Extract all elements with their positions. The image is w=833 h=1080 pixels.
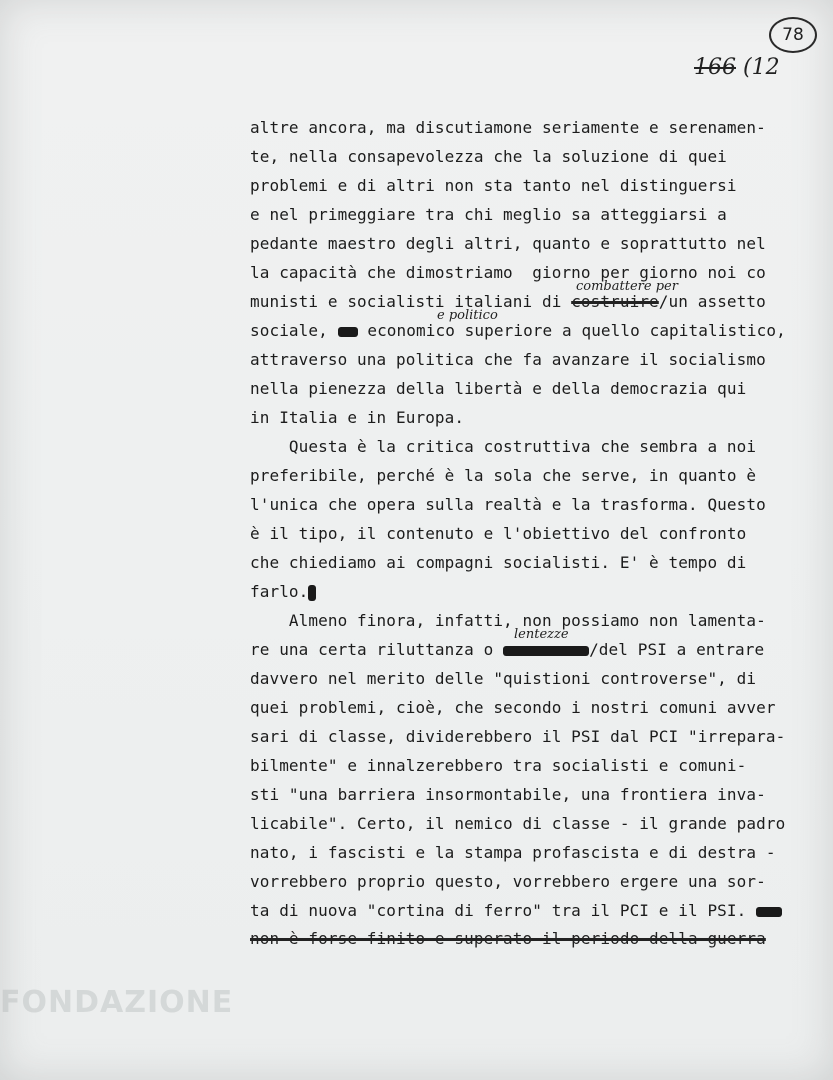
ink-blot (756, 907, 782, 917)
text-line: l'unica che opera sulla realtà e la trasforma. Questo (250, 495, 766, 514)
text-line: pedante maestro degli altri, quanto e soprattutto nel (250, 234, 766, 253)
text-line: licabile". Certo, il nemico di classe - il grande padro (250, 814, 786, 833)
text-line: bilmente" e innalzerebbero tra socialisti e comuni- (250, 756, 747, 775)
page-mark-struck: 166 (694, 55, 736, 80)
text-segment: un assetto (668, 292, 766, 311)
page-mark-current: (12 (743, 55, 780, 80)
struck-text-line: non è forse finito e superato il periodo della guerra (250, 929, 766, 948)
text-line-with-blot (250, 901, 782, 921)
text-line: vorrebbero proprio questo, vorrebbero ergere una sor- (250, 872, 766, 891)
text-line: quei problemi, cioè, che secondo i nostri comuni avver (250, 698, 776, 717)
text-line-with-correction: munisti e socialisti italiani di costruire/un assetto (250, 292, 766, 311)
text-line: nella pienezza della libertà e della democrazia qui (250, 379, 747, 398)
text-line-with-correction (250, 321, 786, 341)
text-line: preferibile, perché è la sola che serve, in quanto è (250, 466, 757, 485)
ink-blot (503, 646, 589, 656)
ink-blot (308, 585, 316, 601)
text-line: che chiediamo ai compagni socialisti. E' è tempo di (250, 553, 747, 572)
text-segment: munisti e socialisti italiani di (250, 292, 572, 311)
text-line: sti "una barriera insormontabile, una frontiera inva- (250, 785, 766, 804)
handwritten-insert: e politico (437, 308, 498, 323)
text-line: nato, i fascisti e la stampa profascista e di destra - (250, 843, 776, 862)
ink-blot (338, 327, 358, 337)
text-line: è il tipo, il contenuto e l'obiettivo del confronto (250, 524, 747, 543)
handwritten-insert: lentezze (514, 627, 569, 642)
text-segment: del PSI a entrare (598, 640, 765, 659)
text-line-with-correction: re una certa riluttanza o /del PSI a entrare (250, 640, 765, 659)
text-segment: sociale, (250, 321, 338, 340)
struck-word: costruire (571, 292, 659, 311)
text-line: problemi e di altri non sta tanto nel distinguersi (250, 176, 737, 195)
text-line: e nel primeggiare tra chi meglio sa atteggiarsi a (250, 205, 727, 224)
text-line-with-blot (250, 582, 316, 602)
archive-watermark: FONDAZIONE (0, 985, 234, 1020)
handwritten-insert: combattere per (576, 279, 678, 294)
text-segment: re una certa riluttanza o (250, 640, 504, 659)
text-line: Almeno finora, infatti, non possiamo non lamenta- (250, 611, 766, 630)
text-line: la capacità che dimostriamo giorno per giorno noi co (250, 263, 766, 282)
text-line: attraverso una politica che fa avanzare il socialismo (250, 350, 766, 369)
text-line: te, nella consapevolezza che la soluzione di quei (250, 147, 727, 166)
text-line: davvero nel merito delle "quistioni controverse", di (250, 669, 757, 688)
text-line: Questa è la critica costruttiva che sembra a noi (250, 437, 757, 456)
text-line: sari di classe, dividerebbero il PSI dal PCI "irrepara- (250, 727, 786, 746)
archive-number: 78 (782, 25, 804, 45)
text-segment: ta di nuova "cortina di ferro" tra il PCI e il PSI. (250, 901, 747, 920)
text-segment: economico superiore a quello capitalistico, (367, 321, 786, 340)
text-line: altre ancora, ma discutiamone seriamente e serenamen- (250, 118, 766, 137)
text-segment: farlo. (250, 582, 309, 601)
text-line: in Italia e in Europa. (250, 408, 465, 427)
